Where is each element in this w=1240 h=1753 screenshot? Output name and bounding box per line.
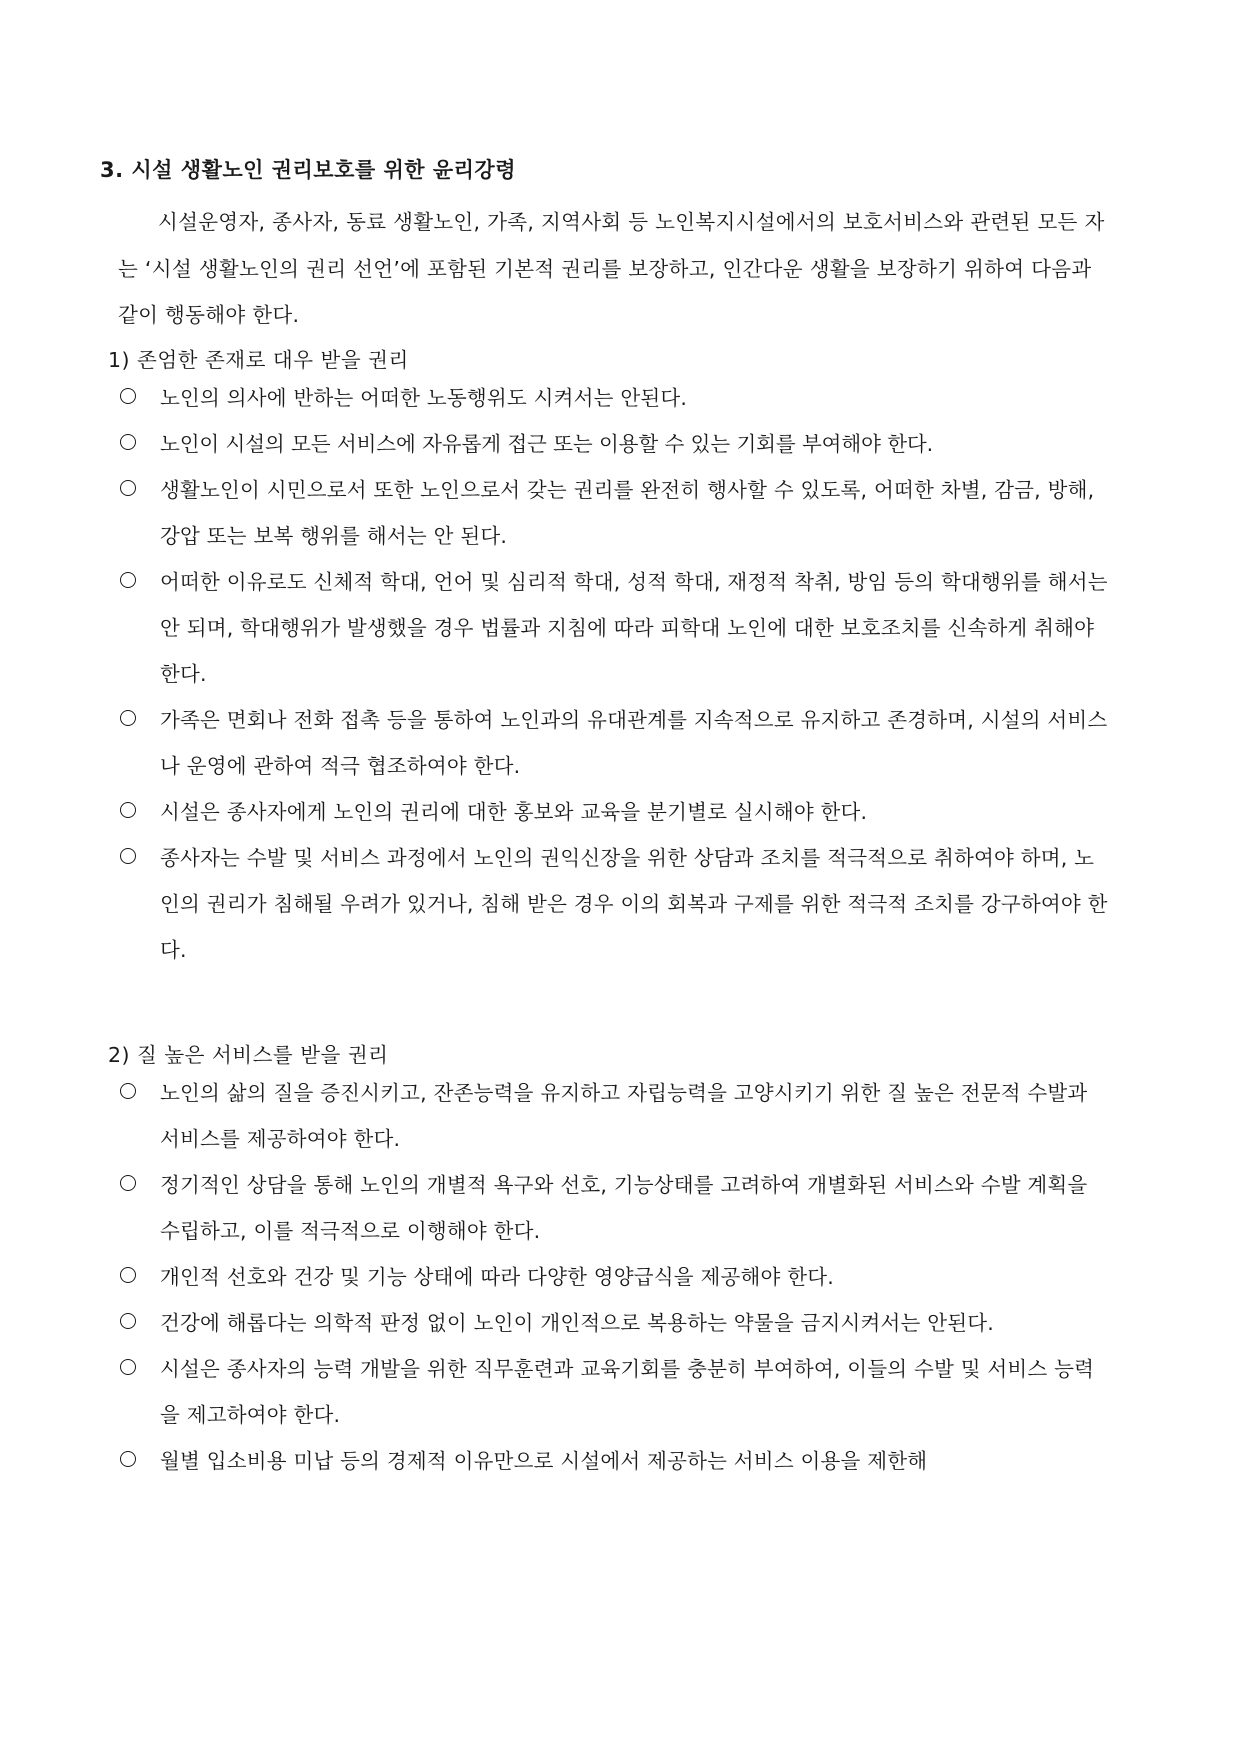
hollow-circle-icon: [120, 1313, 136, 1329]
list-item-text: 노인의 의사에 반하는 어떠한 노동행위도 시켜서는 안된다.: [160, 386, 688, 410]
list-item-text: 개인적 선호와 건강 및 기능 상태에 따라 다양한 영양급식을 제공해야 한다.: [160, 1265, 834, 1289]
list-item-text: 노인이 시설의 모든 서비스에 자유롭게 접근 또는 이용할 수 있는 기회를 부여해야 한다.: [160, 432, 934, 456]
hollow-circle-icon: [120, 710, 136, 726]
list-item-text: 시설은 종사자의 능력 개발을 위한 직무훈련과 교육기회를 충분히 부여하여, 이들의 수발 및 서비스 능력을 제고하여야 한다.: [160, 1357, 1095, 1427]
list-item-text: 시설은 종사자에게 노인의 권리에 대한 홍보와 교육을 분기별로 실시해야 한다.: [160, 800, 868, 824]
list-item-text: 어떠한 이유로도 신체적 학대, 언어 및 심리적 학대, 성적 학대, 재정적 착취, 방임 등의 학대행위를 해서는 안 되며, 학대행위가 발생했을 경우 법률과 지침에 따라 피학대 노인에 대한 보호조치를 신속하게 취해야 한다.: [160, 570, 1108, 686]
list-item: [120, 1438, 1110, 1484]
hollow-circle-icon: [120, 1267, 136, 1283]
list-item-text: 노인의 삶의 질을 증진시키고, 잔존능력을 유지하고 자립능력을 고양시키기 위한 질 높은 전문적 수발과 서비스를 제공하여야 한다.: [160, 1081, 1088, 1151]
hollow-circle-icon: [120, 388, 136, 404]
hollow-circle-icon: [120, 434, 136, 450]
subsection-title-dignity: 1) 존엄한 존재로 대우 받을 권리: [108, 348, 409, 372]
subsection-list-dignity: [120, 375, 1110, 973]
hollow-circle-icon: [120, 1451, 136, 1467]
list-item: [120, 1346, 1110, 1438]
subsection-title-quality-service: 2) 질 높은 서비스를 받을 권리: [108, 1043, 389, 1067]
list-item: [120, 1162, 1110, 1254]
list-item: [120, 835, 1110, 973]
list-item: [120, 421, 1110, 467]
hollow-circle-icon: [120, 1359, 136, 1375]
list-item-text: 생활노인이 시민으로서 또한 노인으로서 갖는 권리를 완전히 행사할 수 있도록, 어떠한 차별, 감금, 방해, 강압 또는 보복 행위를 해서는 안 된다.: [160, 478, 1095, 548]
list-item-text: 정기적인 상담을 통해 노인의 개별적 욕구와 선호, 기능상태를 고려하여 개별화된 서비스와 수발 계획을 수립하고, 이를 적극적으로 이행해야 한다.: [160, 1173, 1088, 1243]
list-item: [120, 697, 1110, 789]
list-item: [120, 1070, 1110, 1162]
list-item-text: 월별 입소비용 미납 등의 경제적 이유만으로 시설에서 제공하는 서비스 이용을 제한해: [160, 1449, 928, 1473]
hollow-circle-icon: [120, 1083, 136, 1099]
list-item: [120, 375, 1110, 421]
subsection-list-quality-service: [120, 1070, 1110, 1484]
list-item: [120, 1300, 1110, 1346]
list-item: [120, 1254, 1110, 1300]
list-item-text: 건강에 해롭다는 의학적 판정 없이 노인이 개인적으로 복용하는 약물을 금지시켜서는 안된다.: [160, 1311, 994, 1335]
section-intro-paragraph: 시설운영자, 종사자, 동료 생활노인, 가족, 지역사회 등 노인복지시설에서의 보호서비스와 관련된 모든 자는 ‘시설 생활노인의 권리 선언’에 포함된 기본적 권리를 보장하고, 인간다운 생활을 보장하기 위하여 다음과 같이 행동해야 한다.: [118, 210, 1105, 327]
hollow-circle-icon: [120, 848, 136, 864]
list-item-text: 가족은 면회나 전화 접촉 등을 통하여 노인과의 유대관계를 지속적으로 유지하고 존경하며, 시설의 서비스나 운영에 관하여 적극 협조하여야 한다.: [160, 708, 1108, 778]
list-item: [120, 467, 1110, 559]
hollow-circle-icon: [120, 1175, 136, 1191]
section-heading: 3. 시설 생활노인 권리보호를 위한 윤리강령: [100, 158, 517, 182]
hollow-circle-icon: [120, 572, 136, 588]
hollow-circle-icon: [120, 480, 136, 496]
list-item: [120, 789, 1110, 835]
list-item: [120, 559, 1110, 697]
list-item-text: 종사자는 수발 및 서비스 과정에서 노인의 권익신장을 위한 상담과 조치를 적극적으로 취하여야 하며, 노인의 권리가 침해될 우려가 있거나, 침해 받은 경우 이의 회복과 구제를 위한 적극적 조치를 강구하여야 한다.: [160, 846, 1108, 962]
hollow-circle-icon: [120, 802, 136, 818]
